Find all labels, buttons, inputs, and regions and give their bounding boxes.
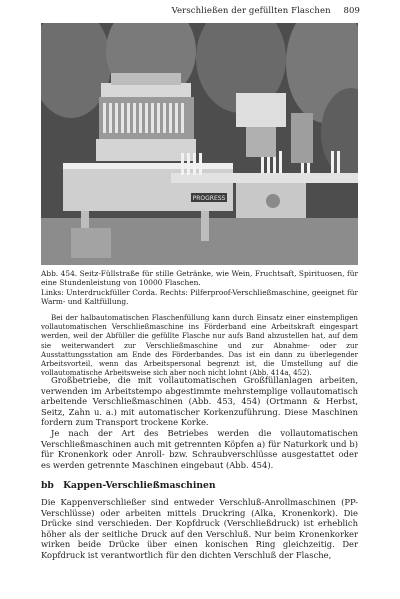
conveyor-table <box>63 163 233 211</box>
caption-line-1: Abb. 454. Seitz-Füllstraße für stille Getränke, wie Wein, Fruchtsaft, Spirituosen, für eine Stundenleistung von 10000 Flaschen. <box>41 269 358 288</box>
filler-cap <box>111 73 181 85</box>
capper-hopper <box>236 93 286 127</box>
running-head-title: Verschließen der gefüllten Flaschen <box>171 6 331 16</box>
running-head <box>0 6 360 16</box>
figure-caption <box>41 269 358 306</box>
caption-line-2: Links: Unterdruckfüller Corda. Rechts: Pilferproof-Verschließmaschine, geeignet für Warm- und Kaltfüllung. <box>41 287 358 306</box>
section-heading <box>41 480 358 491</box>
body-paragraph: Je nach der Art des Betriebes werden die vollautomatischen Verschließmaschinen auch mit getrennten Köpfen a) für Naturkork und b) für Kronenkork oder Anroll- bzw. Schraubverschlüsse ausgestattet oder es werden getrennte Maschinen eingebaut (Abb. 454). <box>41 427 358 470</box>
section-number: bb <box>41 480 54 491</box>
conveyor-edge <box>63 163 233 169</box>
capper-wheel <box>266 194 280 208</box>
body-paragraphs <box>41 375 358 470</box>
section-title: Kappen-Verschließmaschinen <box>63 480 216 491</box>
section-paragraph: Die Kappenverschließer sind entweder Verschluß-Anrollmaschinen (PP-Verschlüsse) oder arbeiten mittels Druckring (Alka, Kronenkork). Die Drücke sind verschieden. Der Kopfdruck (Verschließdruck) ist erheblich höher als der seitliche Druck auf den Verschluß. Nur beim Kronenkorker wirken beide Drücke über einen konischen Ring gleichzeitig. Der Kopfdruck ist verantwortlich für den dichten Verschluß der Flasche, <box>41 497 358 560</box>
small-print-paragraph <box>41 313 358 377</box>
machine-label: PROGRESS <box>192 195 226 202</box>
capper-head <box>246 127 276 157</box>
bottling-line-photo <box>41 23 358 265</box>
capper-column <box>291 113 313 163</box>
table-leg <box>201 211 209 241</box>
filler-top-bowl <box>101 83 191 97</box>
page-number: 809 <box>343 6 360 16</box>
body-paragraph: Großbetriebe, die mit vollautomatischen Großfüllanlagen arbeiten, verwenden im Arbeitstempo abgestimmte mehrstemplige vollautomatisch arbeitende Verschließmaschinen (Abb. 453, 454) (Ortmann & Herbst, Seitz, Zahn u. a.) mit automatischer Korkenzuführung. Diese Maschinen fordern zum Transport trockene Korke. <box>41 375 358 428</box>
section-body <box>41 497 358 561</box>
small-paragraph-text: Bei der halbautomatischen Flaschenfüllung kann durch Einsatz einer einstempligen vollautomatischen Verschließmaschine ins Förderband eine Arbeitskraft eingespart werden, weil der Abfüller die gefüllte Flasche nur aufs Band abzustellen hat, auf dem sie weiterwandert zur Verschließmaschine und zur Abnahme- oder zur Ausstattungsstation am Ende des Förderbandes. Das ist ein dann zu überlegender Arbeitsvorteil, wenn das Arbeitspersonal begrenzt ist, die Umstellung auf die vollautomatische Arbeitsweise sich aber noch nicht lohnt (Abb. 414a, 452). <box>41 313 358 378</box>
figure-photo <box>41 23 358 265</box>
machine-foot <box>71 228 111 258</box>
